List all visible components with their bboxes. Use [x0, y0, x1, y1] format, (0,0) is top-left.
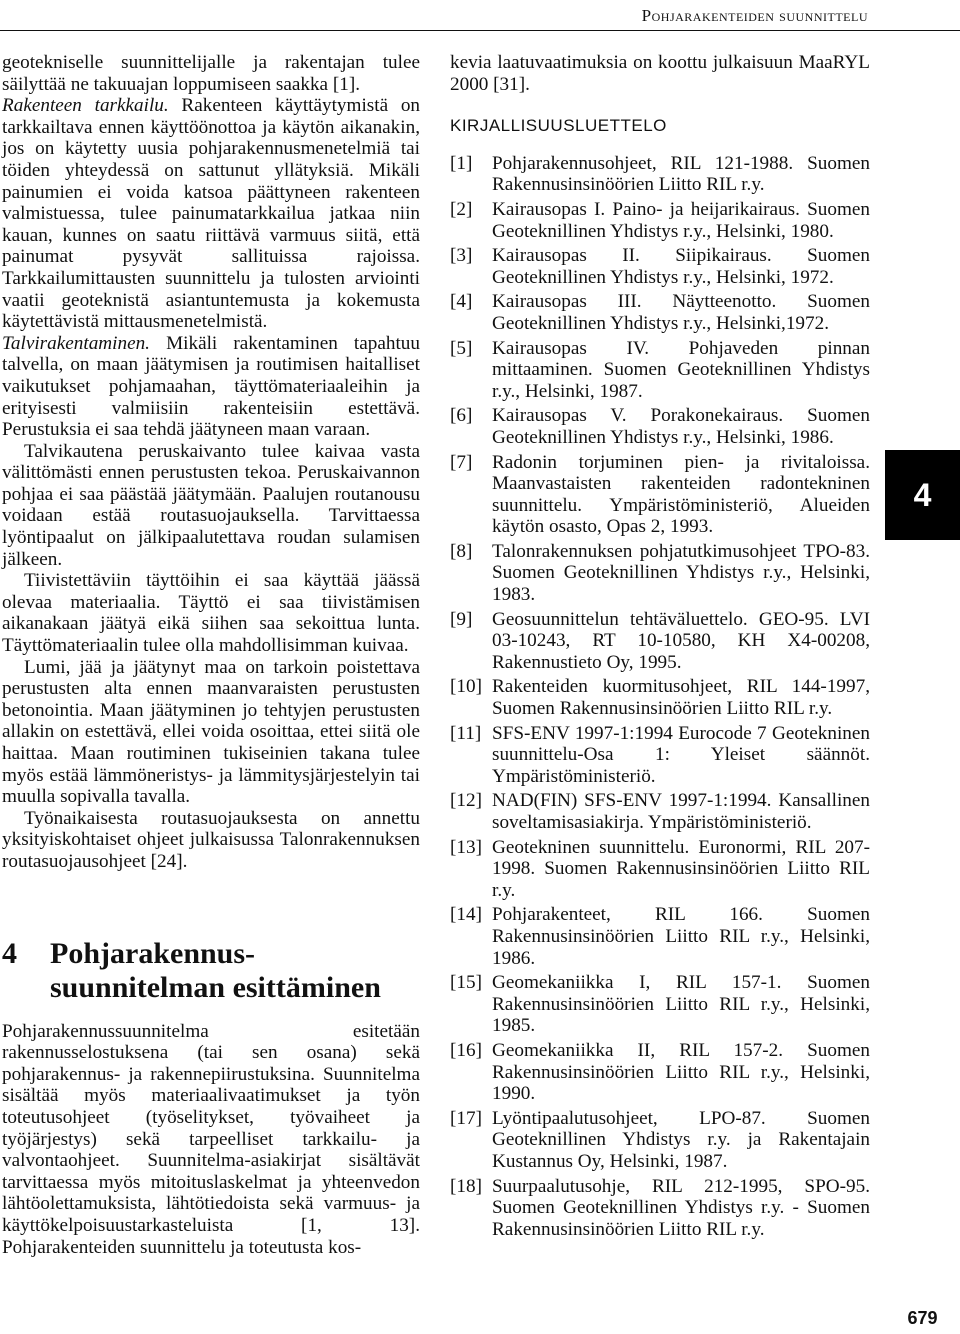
reference-text: Geotekninen suunnittelu. Euronormi, RIL 207-1998. Suomen Rakennusinsinöörien Liitto RIL r.y.: [492, 836, 870, 901]
chapter-number: 4: [2, 936, 17, 970]
reference-text: Geomekaniikka I, RIL 157-1. Suomen Rakennusinsinöörien Liitto RIL r.y., Helsinki, 1985.: [492, 972, 870, 1037]
reference-text: Kairausopas II. Siipikairaus. Suomen Geoteknillinen Yhdistys r.y., Helsinki, 1972.: [492, 245, 870, 288]
reference-text: Kairausopas I. Paino- ja heijarikairaus. Suomen Geoteknillinen Yhdistys r.y., Helsinki, 1980.: [492, 198, 870, 242]
reference-item: [450, 153, 870, 196]
reference-item: [450, 452, 870, 538]
reference-text: Kairausopas V. Porakonekairaus. Suomen Geoteknillinen Yhdistys r.y., Helsinki, 1986.: [492, 405, 870, 448]
reference-item: [450, 541, 870, 606]
paragraph: Tiivistettäviin täyttöihin ei saa käyttää jäässä olevaa materiaalia. Täyttö ei saa tiivistämisen aikanakaan jäätyä eikä siihen saa sekoittua lunta. Täyttömateriaalin tulee olla mahdollisimman kuivaa.: [2, 570, 420, 657]
reference-item: [450, 1176, 870, 1241]
right-column: [450, 52, 870, 1243]
run-in-title: Talvirakentaminen.: [2, 332, 150, 354]
reference-number: [5]: [450, 337, 473, 359]
reference-item: [450, 723, 870, 788]
paragraph-text: Rakenteen käyttäytymistä on tarkkailtava ennen käyttöönottoa ja käytön aikanakin, jos on käytetty uusia pohjarakennusmenetelmiä tai töiden yhteydessä on sattunut yllätyksiä. Mikäli painumien ei voida katsoa päättyneen rakenteen valmistuessa, tulee painumatarkkailua jatkaa niin kauan, kunnes on saatu riittävä varmuus siitä, että painumat pysyvät sallituissa rajoissa. Tarkkailumittausten suunnittelu ja tulosten arviointi vaatii geoteknistä asiantuntemusta ja kokemusta käytettävistä mittausmenetelmistä.: [2, 95, 421, 333]
chapter-title: Pohjarakennus-suunnitelman esittäminen: [50, 936, 381, 1004]
header-rule: [0, 30, 960, 31]
reference-item: [450, 1040, 870, 1105]
reference-number: [7]: [450, 451, 473, 473]
reference-number: [6]: [450, 405, 473, 427]
reference-number: [12]: [450, 790, 482, 812]
reference-item: [450, 405, 870, 448]
bibliography-heading: KIRJALLISUUSLUETTELO: [450, 116, 667, 136]
run-in-title: Rakenteen tarkkailu.: [2, 95, 169, 117]
running-title: Pohjarakenteiden suunnittelu: [641, 6, 868, 25]
reference-text: Kairausopas IV. Pohjaveden pinnan mittaaminen. Suomen Geoteknillinen Yhdistys r.y., Helsinki, 1987.: [492, 337, 870, 402]
reference-item: [450, 291, 870, 334]
reference-number: [4]: [450, 291, 473, 313]
paragraph: Pohjarakennussuunnitelma esitetään rakennusselostuksena (tai sen osana) sekä pohjarakennus- ja rakennepiirustuksina. Suunnitelma sisältää myös materiaalivaatimukset ja työn toteutusohjeet (työselitykset, työvaiheet ja työjärjestys) sekä tarpeelliset tarkkailu- ja valvontaohjeet. Suunnitelma-asiakirjat sisältävät tarvittaessa myös mitoituslaskelmat ja yhteenvedon lähtöolettamuksista, lähtötiedoista sekä varmuus- ja käyttökelpoisuustarkasteluista [1, 13]. Pohjarakenteiden suunnittelu ja toteutusta kos-: [2, 1020, 420, 1258]
chapter-tab: 4: [885, 450, 960, 540]
paragraph: Talvikautena peruskaivanto tulee kaivaa vasta välittömästi ennen perustusten tekoa. Peruskaivannon pohjaa ei saa päästää jäätymään. Paalujen routanousu voidaan estää routasuojauksella. Tarvittaessa lyöntipaalut on jälkipaalutettava roudan sulamisen jälkeen.: [2, 440, 420, 570]
left-column: [2, 52, 420, 1258]
reference-item: [450, 676, 870, 719]
reference-text: Suurpaalutusohje, RIL 212-1995, SPO-95. Suomen Geoteknillinen Yhdistys r.y. - Suomen Rakennusinsinöörien Liitto RIL r.y.: [492, 1175, 870, 1240]
reference-text: SFS-ENV 1997-1:1994 Eurocode 7 Geotekninen suunnittelu-Osa 1: Yleiset säännöt. Ympäristöministeriö.: [492, 722, 870, 787]
reference-text: Pohjarakenteet, RIL 166. Suomen Rakennusinsinöörien Liitto RIL r.y., Helsinki, 1986.: [492, 904, 870, 969]
paragraph-text: Mikäli rakentaminen tapahtuu talvella, on maan jäätymisen ja routimisen haitalliset vaikutukset pohjamaahan, täyttömateriaaleihin ja erityisesti valmiisiin rakenteisiin estettävä. Perustuksia ei saa tehdä jäätyneen maan varaan.: [2, 332, 420, 441]
reference-item: [450, 904, 870, 969]
reference-item: [450, 837, 870, 902]
reference-text: Radonin torjuminen pien- ja rivitaloissa. Maanvastaisten rakenteiden radontekninen suunnittelu. Ympäristöministeriö, Alueiden käytön osasto, Opas 2, 1993.: [492, 451, 870, 538]
paragraph: kevia laatuvaatimuksia on koottu julkaisuun MaaRYL 2000 [31].: [450, 52, 870, 95]
chapter-heading: [2, 937, 420, 1005]
reference-number: [16]: [450, 1039, 482, 1061]
reference-number: [17]: [450, 1107, 482, 1129]
reference-text: Kairausopas III. Näytteenotto. Suomen Geoteknillinen Yhdistys r.y., Helsinki,1972.: [492, 291, 870, 334]
paragraph: Työnaikaisesta routasuojauksesta on annettu yksityiskohtaiset ohjeet julkaisussa Talonrakennuksen routasuojausohjeet [24].: [2, 807, 420, 872]
reference-number: [11]: [450, 722, 482, 744]
reference-text: Geosuunnittelun tehtäväluettelo. GEO-95. LVI 03-10243, RT 10-10580, KH X4-00208, Rakennustieto Oy, 1995.: [492, 608, 870, 673]
paragraph: geotekniselle suunnittelijalle ja rakentajan tulee säilyttää ne takuuajan loppumiseen saakka [1].: [2, 52, 420, 95]
paragraph-rakenteen-tarkkailu: [2, 95, 420, 333]
reference-list: [450, 153, 870, 1241]
reference-number: [8]: [450, 540, 473, 562]
reference-number: [3]: [450, 245, 473, 267]
reference-number: [9]: [450, 608, 473, 630]
page-number: 679: [907, 1308, 938, 1328]
reference-item: [450, 1108, 870, 1173]
reference-item: [450, 972, 870, 1037]
reference-text: Rakenteiden kuormitusohjeet, RIL 144-1997, Suomen Rakennusinsinöörien Liitto RIL r.y.: [492, 676, 870, 720]
reference-number: [14]: [450, 904, 482, 926]
reference-item: [450, 790, 870, 833]
reference-number: [1]: [450, 152, 473, 174]
reference-item: [450, 609, 870, 674]
reference-number: [10]: [450, 676, 482, 698]
reference-text: Pohjarakennusohjeet, RIL 121-1988. Suomen Rakennusinsinöörien Liitto RIL r.y.: [492, 152, 870, 196]
reference-item: [450, 199, 870, 242]
paragraph: Lumi, jää ja jäätynyt maa on tarkoin poistettava perustusten alta ennen maanvaraisten perustusten betonointia. Maan jäätyminen jo tehtyjen perustusten allakin on estettävä, ellei voida osoittaa, ettei siitä ole haittaa. Maan routiminen tukiseinien takana tulee myös estää lämmöneristys- ja lämmitysjärjestelyin tai muulla sopivalla tavalla.: [2, 656, 420, 808]
reference-text: Lyöntipaalutusohjeet, LPO-87. Suomen Geoteknillinen Yhdistys r.y. ja Rakentajain Kustannus Oy, Helsinki, 1987.: [492, 1107, 870, 1172]
reference-text: Talonrakennuksen pohjatutkimusohjeet TPO-83. Suomen Geoteknillinen Yhdistys r.y., Helsinki, 1983.: [492, 540, 870, 606]
reference-number: [13]: [450, 836, 482, 858]
reference-number: [18]: [450, 1175, 482, 1197]
reference-item: [450, 245, 870, 288]
reference-number: [15]: [450, 972, 482, 994]
reference-item: [450, 338, 870, 403]
paragraph-talvirakentaminen: [2, 333, 420, 441]
reference-text: NAD(FIN) SFS-ENV 1997-1:1994. Kansallinen soveltamisasiakirja. Ympäristöministeriö.: [492, 790, 870, 833]
reference-text: Geomekaniikka II, RIL 157-2. Suomen Rakennusinsinöörien Liitto RIL r.y., Helsinki, 1990.: [492, 1039, 870, 1105]
reference-number: [2]: [450, 198, 473, 220]
